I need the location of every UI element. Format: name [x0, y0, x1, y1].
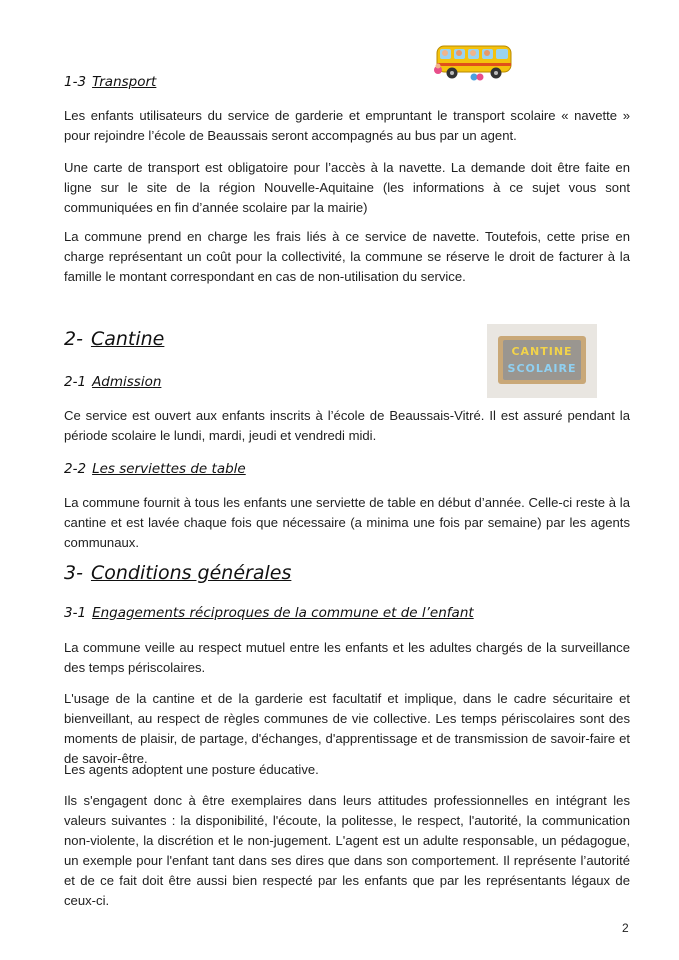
paragraph: La commune fournit à tous les enfants une serviette de table en début d’année. Celle-ci reste à la cantine et est lavée chaque fois que nécessaire (a minima une fois par semaine) par les agents communaux. [64, 495, 630, 550]
section-title: Engagements réciproques de la commune et de l’enfant [92, 605, 474, 621]
chapter-heading-3 [64, 562, 291, 584]
paragraph: Ils s'engagent donc à être exemplaires dans leurs attitudes professionnelles en intégrant les valeurs suivantes : la disponibilité, l'écoute, la politesse, le respect, l'autorité, la communication non-violente, la discrétion et le non-jugement. L'agent est un adulte responsable, un pédagogue, un exemple pour l'enfant tant dans ses dires que dans son comportement. Il représente l’autorité et de ce fait doit être aussi bien respecté par les enfants que par les représentants légaux de ceux-ci. [64, 793, 630, 908]
paragraph: Une carte de transport est obligatoire pour l’accès à la navette. La demande doit être faite en ligne sur le site de la région Nouvelle-Aquitaine (les informations à ce sujet vous sont communiquées en fin d’année scolaire par la mairie) [64, 160, 630, 215]
paragraph: La commune veille au respect mutuel entre les enfants et les adultes chargés de la surveillance des temps périscolaires. [64, 640, 630, 675]
paragraph: La commune prend en charge les frais liés à ce service de navette. Toutefois, cette prise en charge représentant un coût pour la collectivité, la commune se réserve le droit de facturer à la famille le montant correspondant en cas de non-utilisation du service. [64, 229, 630, 284]
section-heading-2-2 [64, 461, 246, 477]
section-number: 2-2 [64, 461, 87, 477]
image-text-line: SCOLAIRE [507, 362, 577, 375]
section-number: 3-1 [64, 605, 87, 621]
chapter-number: 3- [64, 562, 83, 584]
chapter-heading-2 [64, 328, 164, 350]
page-number: 2 [622, 921, 629, 935]
chapter-title: Cantine [90, 328, 165, 350]
paragraph: Les agents adoptent une posture éducative. [64, 762, 319, 777]
paragraph: Ce service est ouvert aux enfants inscrits à l’école de Beaussais-Vitré. Il est assuré pendant la période scolaire le lundi, mardi, jeudi et vendredi midi. [64, 408, 630, 443]
section-title: Les serviettes de table [92, 461, 246, 477]
paragraph: Les enfants utilisateurs du service de garderie et empruntant le transport scolaire « navette » pour rejoindre l’école de Beaussais seront accompagnés au bus par un agent. [64, 108, 630, 143]
school-bus-image [434, 40, 516, 82]
section-number: 2-1 [64, 374, 87, 390]
section-title: Transport [92, 74, 157, 90]
chapter-title: Conditions générales [90, 562, 292, 584]
chapter-number: 2- [64, 328, 83, 350]
cantine-scolaire-image [487, 324, 597, 398]
image-text-line: CANTINE [511, 345, 573, 358]
section-heading-3-1 [64, 605, 474, 621]
section-title: Admission [92, 374, 162, 390]
section-number: 1-3 [64, 74, 87, 90]
section-heading-1-3 [64, 74, 156, 90]
paragraph: L'usage de la cantine et de la garderie est facultatif et implique, dans le cadre sécuritaire et bienveillant, au respect de règles communes de vie collective. Les temps périscolaires sont des moments de plaisir, de partage, d'échanges, d'apprentissage et de transmission de savoir-faire et de savoir-être. [64, 691, 630, 766]
section-heading-2-1 [64, 374, 161, 390]
